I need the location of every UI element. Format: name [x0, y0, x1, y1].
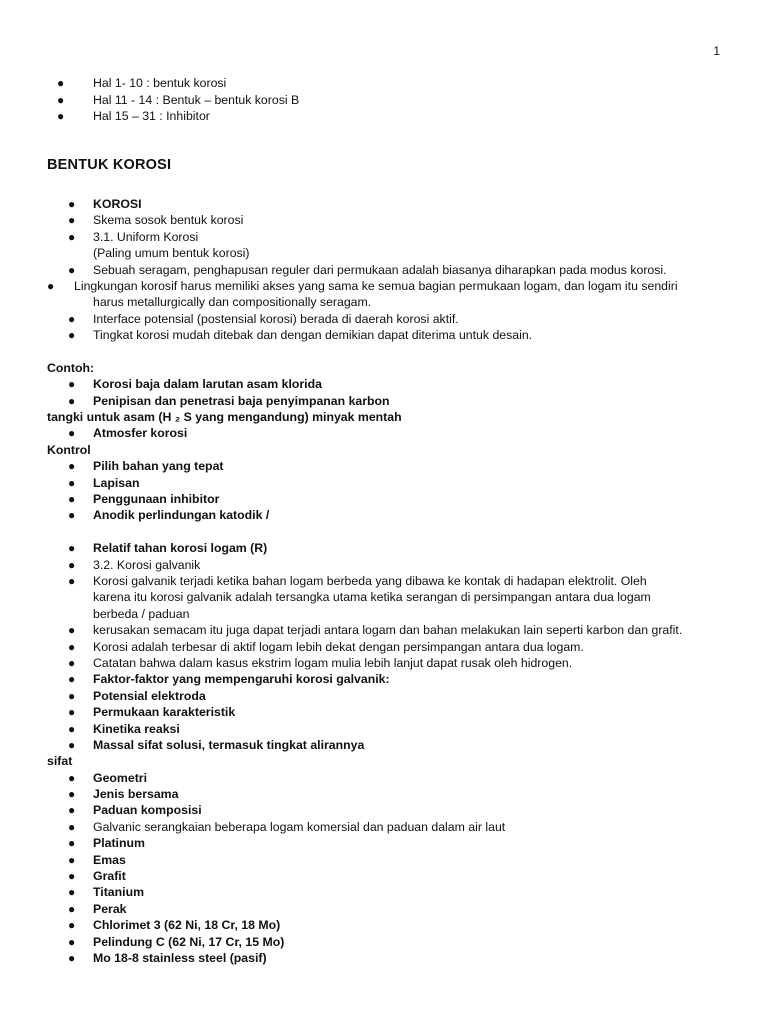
item-text: Penipisan dan penetrasi baja penyimpanan karbon [93, 393, 390, 408]
bullet: ● [68, 508, 76, 523]
bullet: ● [68, 492, 76, 507]
list-item [0, 901, 768, 917]
continuation-line [0, 589, 768, 605]
list-item [0, 491, 768, 507]
bullet: ● [68, 229, 76, 244]
item-text: Kinetika reaksi [93, 721, 180, 736]
item-text: (Paling umum bentuk korosi) [93, 246, 250, 261]
item-text: Atmosfer korosi [93, 426, 188, 441]
item-text: Anodik perlindungan katodik / [93, 508, 270, 523]
list-item [0, 835, 768, 851]
list-item [0, 425, 768, 441]
item-text: Sebuah seragam, penghapusan reguler dari permukaan adalah biasanya diharapkan pada modus korosi. [93, 262, 667, 277]
list-item [0, 540, 768, 556]
list-item [0, 507, 768, 523]
item-text: Emas [93, 852, 126, 867]
bullet: ● [68, 918, 76, 933]
item-text: tangki untuk asam (H ₂ S yang mengandung) minyak mentah [47, 410, 402, 425]
continuation-line [0, 606, 768, 622]
list-item [0, 278, 768, 294]
list-item [0, 327, 768, 343]
list-item [0, 93, 768, 110]
bullet: ● [68, 721, 76, 736]
bullet: ● [68, 836, 76, 851]
bullet: ● [68, 573, 76, 588]
list-item [0, 311, 768, 327]
bullet: ● [68, 787, 76, 802]
page-number: 1 [713, 44, 720, 58]
list-item [0, 688, 768, 704]
list-item [0, 76, 768, 93]
list-item [0, 786, 768, 802]
list-item [0, 671, 768, 687]
list-item [0, 622, 768, 638]
item-text: Korosi adalah terbesar di aktif logam lebih dekat dengan persimpangan antara dua logam. [93, 639, 584, 654]
list-item [0, 573, 768, 589]
list-item [0, 852, 768, 868]
list-item [0, 737, 768, 753]
bullet: ● [68, 950, 76, 965]
subheading-contoh [0, 360, 768, 376]
bullet: ● [68, 541, 76, 556]
section-heading: BENTUK KOROSI [47, 157, 172, 173]
item-text: Chlorimet 3 (62 Ni, 18 Cr, 18 Mo) [93, 918, 281, 933]
list-item [0, 458, 768, 474]
bullet: ● [68, 770, 76, 785]
item-text: Grafit [93, 869, 126, 884]
item-text: Catatan bahwa dalam kasus ekstrim logam mulia lebih lanjut dapat rusak oleh hidrogen. [93, 655, 573, 670]
item-text: Lingkungan korosif harus memiliki akses yang sama ke semua bagian permukaan logam, dan logam itu sendiri [74, 278, 678, 293]
item-text: karena itu korosi galvanik adalah tersangka utama ketika serangan di persimpangan antara dua logam [93, 590, 651, 605]
bullet: ● [68, 213, 76, 228]
item-text: Tingkat korosi mudah ditebak dan dengan demikian dapat diterima untuk desain. [93, 328, 533, 343]
item-text: 3.1. Uniform Korosi [93, 229, 199, 244]
item-text: Faktor-faktor yang mempengaruhi korosi galvanik: [93, 672, 390, 687]
document-body [0, 196, 768, 966]
item-text: Pelindung C (62 Ni, 17 Cr, 15 Mo) [93, 934, 285, 949]
list-item [0, 639, 768, 655]
item-text: Skema sosok bentuk korosi [93, 213, 244, 228]
bullet: ● [68, 623, 76, 638]
list-item [0, 704, 768, 720]
list-item [0, 557, 768, 573]
bullet: ● [68, 901, 76, 916]
page-index-list [0, 76, 768, 126]
bullet: ● [68, 737, 76, 752]
item-text: Geometri [93, 770, 147, 785]
spacer [0, 524, 768, 540]
list-item [0, 934, 768, 950]
item-text: Kontrol [47, 442, 91, 457]
item-text: Massal sifat solusi, termasuk tingkat alirannya [93, 737, 365, 752]
item-text: Paduan komposisi [93, 803, 202, 818]
item-text: Korosi baja dalam larutan asam klorida [93, 377, 322, 392]
item-text: sifat [47, 754, 73, 769]
subheading-kontrol [0, 442, 768, 458]
item-text: harus metallurgically dan compositionally seragam. [93, 295, 372, 310]
list-item [0, 262, 768, 278]
bullet: ● [68, 475, 76, 490]
bullet: ● [68, 557, 76, 572]
list-item [0, 229, 768, 245]
spacer [0, 344, 768, 360]
subheading-sifat [0, 753, 768, 769]
bullet: ● [68, 934, 76, 949]
item-text: KOROSI [93, 197, 142, 211]
item-text: Galvanic serangkaian beberapa logam komersial dan paduan dalam air laut [93, 819, 506, 834]
bullet: ● [68, 672, 76, 687]
item-text: berbeda / paduan [93, 606, 190, 621]
bullet: ● [68, 459, 76, 474]
item-text: Permukaan karakteristik [93, 705, 236, 720]
list-item [0, 884, 768, 900]
bullet: ● [68, 311, 76, 326]
item-text: Pilih bahan yang tepat [93, 459, 224, 474]
list-item [0, 950, 768, 966]
bullet: ● [68, 426, 76, 441]
bullet: ● [57, 76, 65, 90]
toc-item-1: Hal 1- 10 : bentuk korosi [93, 76, 227, 90]
item-text: Potensial elektroda [93, 688, 206, 703]
bullet: ● [68, 705, 76, 720]
continuation-line [0, 245, 768, 261]
item-text: Platinum [93, 836, 145, 851]
list-item [0, 917, 768, 933]
bullet: ● [68, 852, 76, 867]
text-line [0, 409, 768, 425]
list-item [0, 655, 768, 671]
item-text: Mo 18-8 stainless steel (pasif) [93, 950, 267, 965]
list-item [0, 109, 768, 126]
item-text: kerusakan semacam itu juga dapat terjadi antara logam dan bahan melakukan lain seperti karbon dan grafit. [93, 623, 683, 638]
item-text: Titanium [93, 885, 145, 900]
toc-item-2: Hal 11 - 14 : Bentuk – bentuk korosi B [93, 92, 300, 107]
item-text: Penggunaan inhibitor [93, 492, 220, 507]
list-item [0, 721, 768, 737]
list-item [0, 212, 768, 228]
bullet: ● [68, 803, 76, 818]
list-item [0, 819, 768, 835]
item-text: 3.2. Korosi galvanik [93, 557, 201, 572]
item-text: Jenis bersama [93, 787, 179, 802]
bullet: ● [68, 819, 76, 834]
bullet: ● [68, 197, 76, 211]
bullet: ● [68, 655, 76, 670]
bullet: ● [68, 328, 76, 343]
bullet: ● [68, 885, 76, 900]
list-item [0, 770, 768, 786]
bullet: ● [68, 688, 76, 703]
list-item [0, 376, 768, 392]
item-text: Interface potensial (postensial korosi) berada di daerah korosi aktif. [93, 311, 459, 326]
list-item [0, 475, 768, 491]
continuation-line [0, 294, 768, 310]
item-text: Perak [93, 901, 127, 916]
bullet: ● [68, 377, 76, 392]
toc-item-3: Hal 15 – 31 : Inhibitor [93, 109, 210, 123]
list-item [0, 393, 768, 409]
item-text: Relatif tahan korosi logam (R) [93, 541, 268, 556]
item-text: Contoh: [47, 360, 95, 375]
item-text: Lapisan [93, 475, 140, 490]
bullet: ● [57, 92, 65, 107]
bullet: ● [68, 869, 76, 884]
bullet: ● [68, 262, 76, 277]
list-item [0, 196, 768, 212]
bullet: ● [68, 639, 76, 654]
list-item [0, 868, 768, 884]
bullet: ● [47, 278, 55, 293]
bullet: ● [57, 109, 65, 123]
list-item [0, 802, 768, 818]
item-text: Korosi galvanik terjadi ketika bahan logam berbeda yang dibawa ke kontak di hadapan elektrolit. Oleh [93, 573, 647, 588]
bullet: ● [68, 393, 76, 408]
